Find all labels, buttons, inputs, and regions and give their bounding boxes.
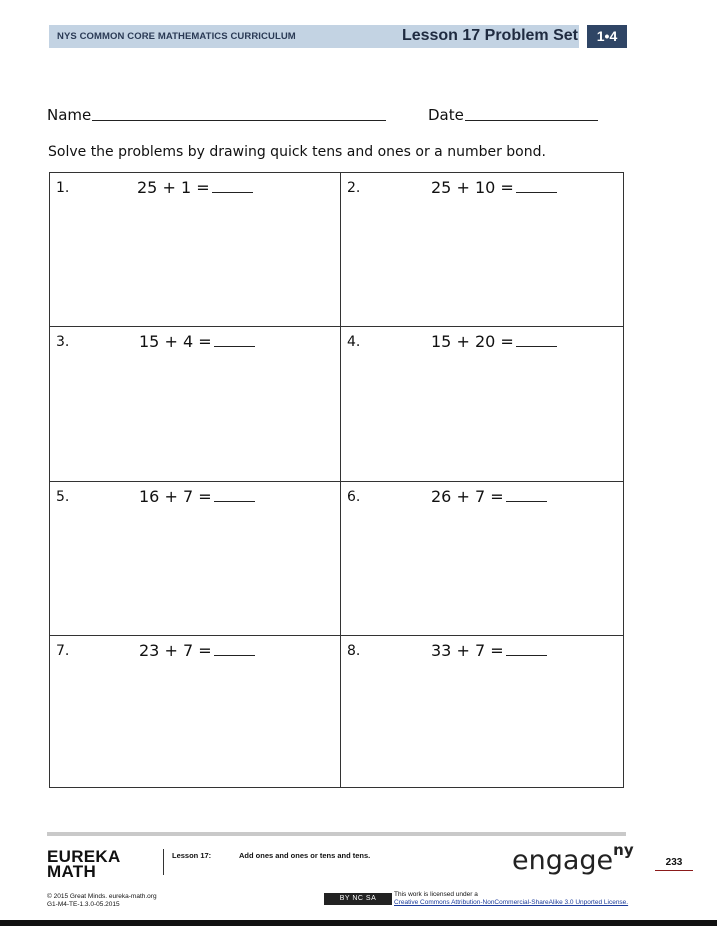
- date-field[interactable]: [465, 120, 598, 121]
- answer-blank[interactable]: [214, 332, 255, 347]
- problem-cell[interactable]: [50, 327, 340, 481]
- page-number: 233: [655, 857, 693, 871]
- curriculum-title: NYS COMMON CORE MATHEMATICS CURRICULUM: [57, 31, 296, 42]
- eureka-math-logo: [47, 849, 121, 879]
- problem-equation: [137, 178, 253, 197]
- problem-cell[interactable]: [50, 636, 340, 789]
- license-line: This work is licensed under a: [394, 891, 478, 898]
- answer-blank[interactable]: [212, 178, 253, 193]
- module-badge: 1•4: [587, 25, 627, 48]
- license-link-text[interactable]: Creative Commons Attribution-NonCommercial-ShareAlike 3.0 Unported License.: [394, 899, 629, 906]
- answer-blank[interactable]: [506, 641, 547, 656]
- problem-cell[interactable]: [341, 173, 625, 326]
- answer-blank[interactable]: [516, 178, 557, 193]
- problem-number: 8.: [347, 643, 361, 659]
- problem-grid: [49, 172, 624, 788]
- problem-equation: [139, 487, 255, 506]
- answer-blank[interactable]: [516, 332, 557, 347]
- bottom-bar: [0, 920, 717, 926]
- logo-line: EUREKA: [47, 847, 121, 866]
- footer-rule: [47, 832, 626, 836]
- problem-number: 3.: [56, 334, 70, 350]
- engageny-logo: [512, 841, 634, 876]
- answer-blank[interactable]: [214, 641, 255, 656]
- problem-number: 2.: [347, 180, 361, 196]
- logo-line: MATH: [47, 862, 97, 881]
- footer-lesson-label: Lesson 17:: [172, 851, 212, 860]
- ny-text: ny: [613, 841, 634, 859]
- problem-number: 5.: [56, 489, 70, 505]
- cc-license-badge: BY NC SA: [324, 893, 392, 905]
- footer-lesson-desc: Add ones and ones or tens and tens.: [239, 851, 371, 860]
- copyright-code: G1-M4-TE-1.3.0-05.2015: [47, 901, 120, 908]
- answer-blank[interactable]: [506, 487, 547, 502]
- name-field[interactable]: [92, 120, 386, 121]
- equation-text: 23 + 7 =: [139, 641, 212, 660]
- equation-text: 15 + 20 =: [431, 332, 514, 351]
- problem-number: 7.: [56, 643, 70, 659]
- equation-text: 33 + 7 =: [431, 641, 504, 660]
- problem-equation: [139, 332, 255, 351]
- equation-text: 25 + 1 =: [137, 178, 210, 197]
- lesson-title: Lesson 17 Problem Set: [401, 27, 578, 44]
- equation-text: 16 + 7 =: [139, 487, 212, 506]
- license-link[interactable]: [394, 899, 628, 907]
- name-label: Name: [47, 106, 92, 124]
- problem-equation: [139, 641, 255, 660]
- problem-number: 4.: [347, 334, 361, 350]
- problem-cell[interactable]: [50, 173, 340, 326]
- instructions: Solve the problems by drawing quick tens and ones or a number bond.: [48, 144, 546, 160]
- equation-text: 15 + 4 =: [139, 332, 212, 351]
- equation-text: 26 + 7 =: [431, 487, 504, 506]
- footer-separator: [163, 849, 164, 875]
- problem-number: 1.: [56, 180, 70, 196]
- date-label: Date: [428, 106, 464, 124]
- problem-cell[interactable]: [341, 482, 625, 635]
- license-text: [394, 891, 628, 907]
- problem-cell[interactable]: [341, 636, 625, 789]
- copyright-line: © 2015 Great Minds. eureka-math.org: [47, 893, 157, 900]
- problem-number: 6.: [347, 489, 361, 505]
- problem-equation: [431, 178, 557, 197]
- problem-equation: [431, 332, 557, 351]
- problem-cell[interactable]: [341, 327, 625, 481]
- answer-blank[interactable]: [214, 487, 255, 502]
- problem-equation: [431, 641, 547, 660]
- problem-equation: [431, 487, 547, 506]
- engage-text: engage: [512, 845, 614, 876]
- problem-cell[interactable]: [50, 482, 340, 635]
- equation-text: 25 + 10 =: [431, 178, 514, 197]
